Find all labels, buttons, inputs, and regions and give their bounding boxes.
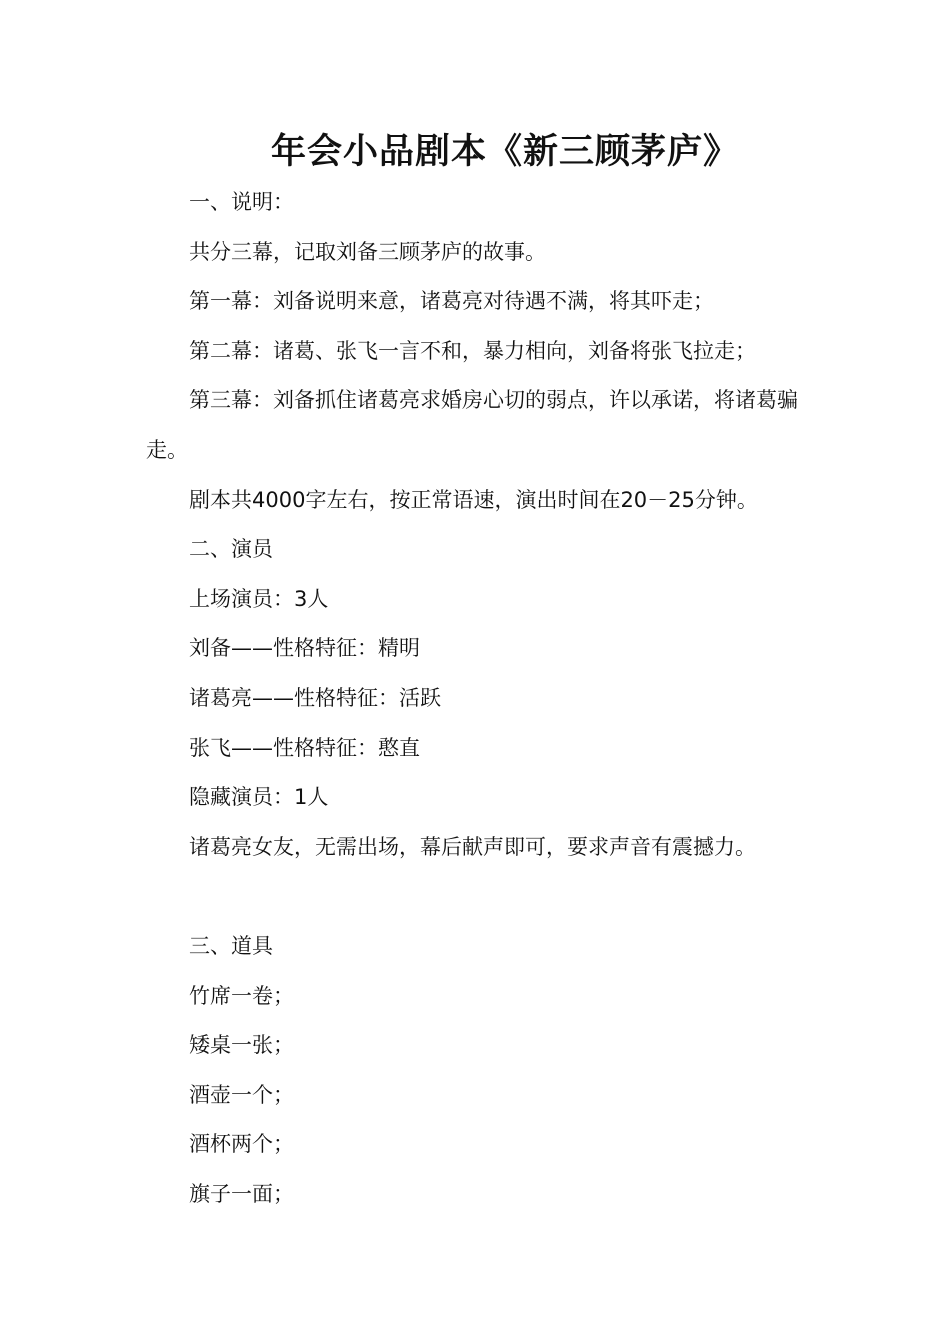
paragraph-zhugeliang: 诸葛亮——性格特征：活跃	[189, 685, 441, 710]
document-body	[146, 178, 810, 1219]
paragraph-overview: 共分三幕，记取刘备三顾茅庐的故事。	[189, 239, 546, 264]
paragraph-girlfriend: 诸葛亮女友，无需出场，幕后献声即可，要求声音有震撼力。	[189, 834, 756, 859]
section-heading-actors: 二、演员	[189, 537, 273, 562]
paragraph-length: 剧本共4000字左右，按正常语速，演出时间在20－25分钟。	[189, 487, 758, 512]
paragraph-onstage-actors: 上场演员：3人	[189, 586, 329, 611]
blank-line	[146, 872, 810, 922]
section-heading-description: 一、说明：	[189, 190, 294, 214]
paragraph-act-2: 第二幕：诸葛、张飞一言不和，暴力相向，刘备将张飞拉走；	[189, 338, 756, 363]
prop-item: 旗子一面；	[189, 1181, 294, 1206]
paragraph-act-3: 第三幕：刘备抓住诸葛亮求婚房心切的弱点，许以承诺，将诸葛骗走。	[146, 388, 798, 462]
document-title: 年会小品剧本《新三顾茅庐》	[270, 132, 739, 172]
prop-item: 酒壶一个；	[189, 1082, 294, 1107]
prop-item: 矮桌一张；	[189, 1033, 294, 1058]
prop-item: 酒杯两个；	[189, 1132, 294, 1157]
prop-item: 竹席一卷；	[189, 983, 294, 1008]
section-heading-props: 三、道具	[189, 933, 273, 958]
paragraph-act-1: 第一幕：刘备说明来意，诸葛亮对待遇不满，将其吓走；	[189, 289, 714, 314]
paragraph-hidden-actors: 隐藏演员：1人	[189, 785, 329, 810]
paragraph-zhangfei: 张飞——性格特征：憨直	[189, 735, 420, 760]
paragraph-liubei: 刘备——性格特征：精明	[189, 636, 420, 661]
